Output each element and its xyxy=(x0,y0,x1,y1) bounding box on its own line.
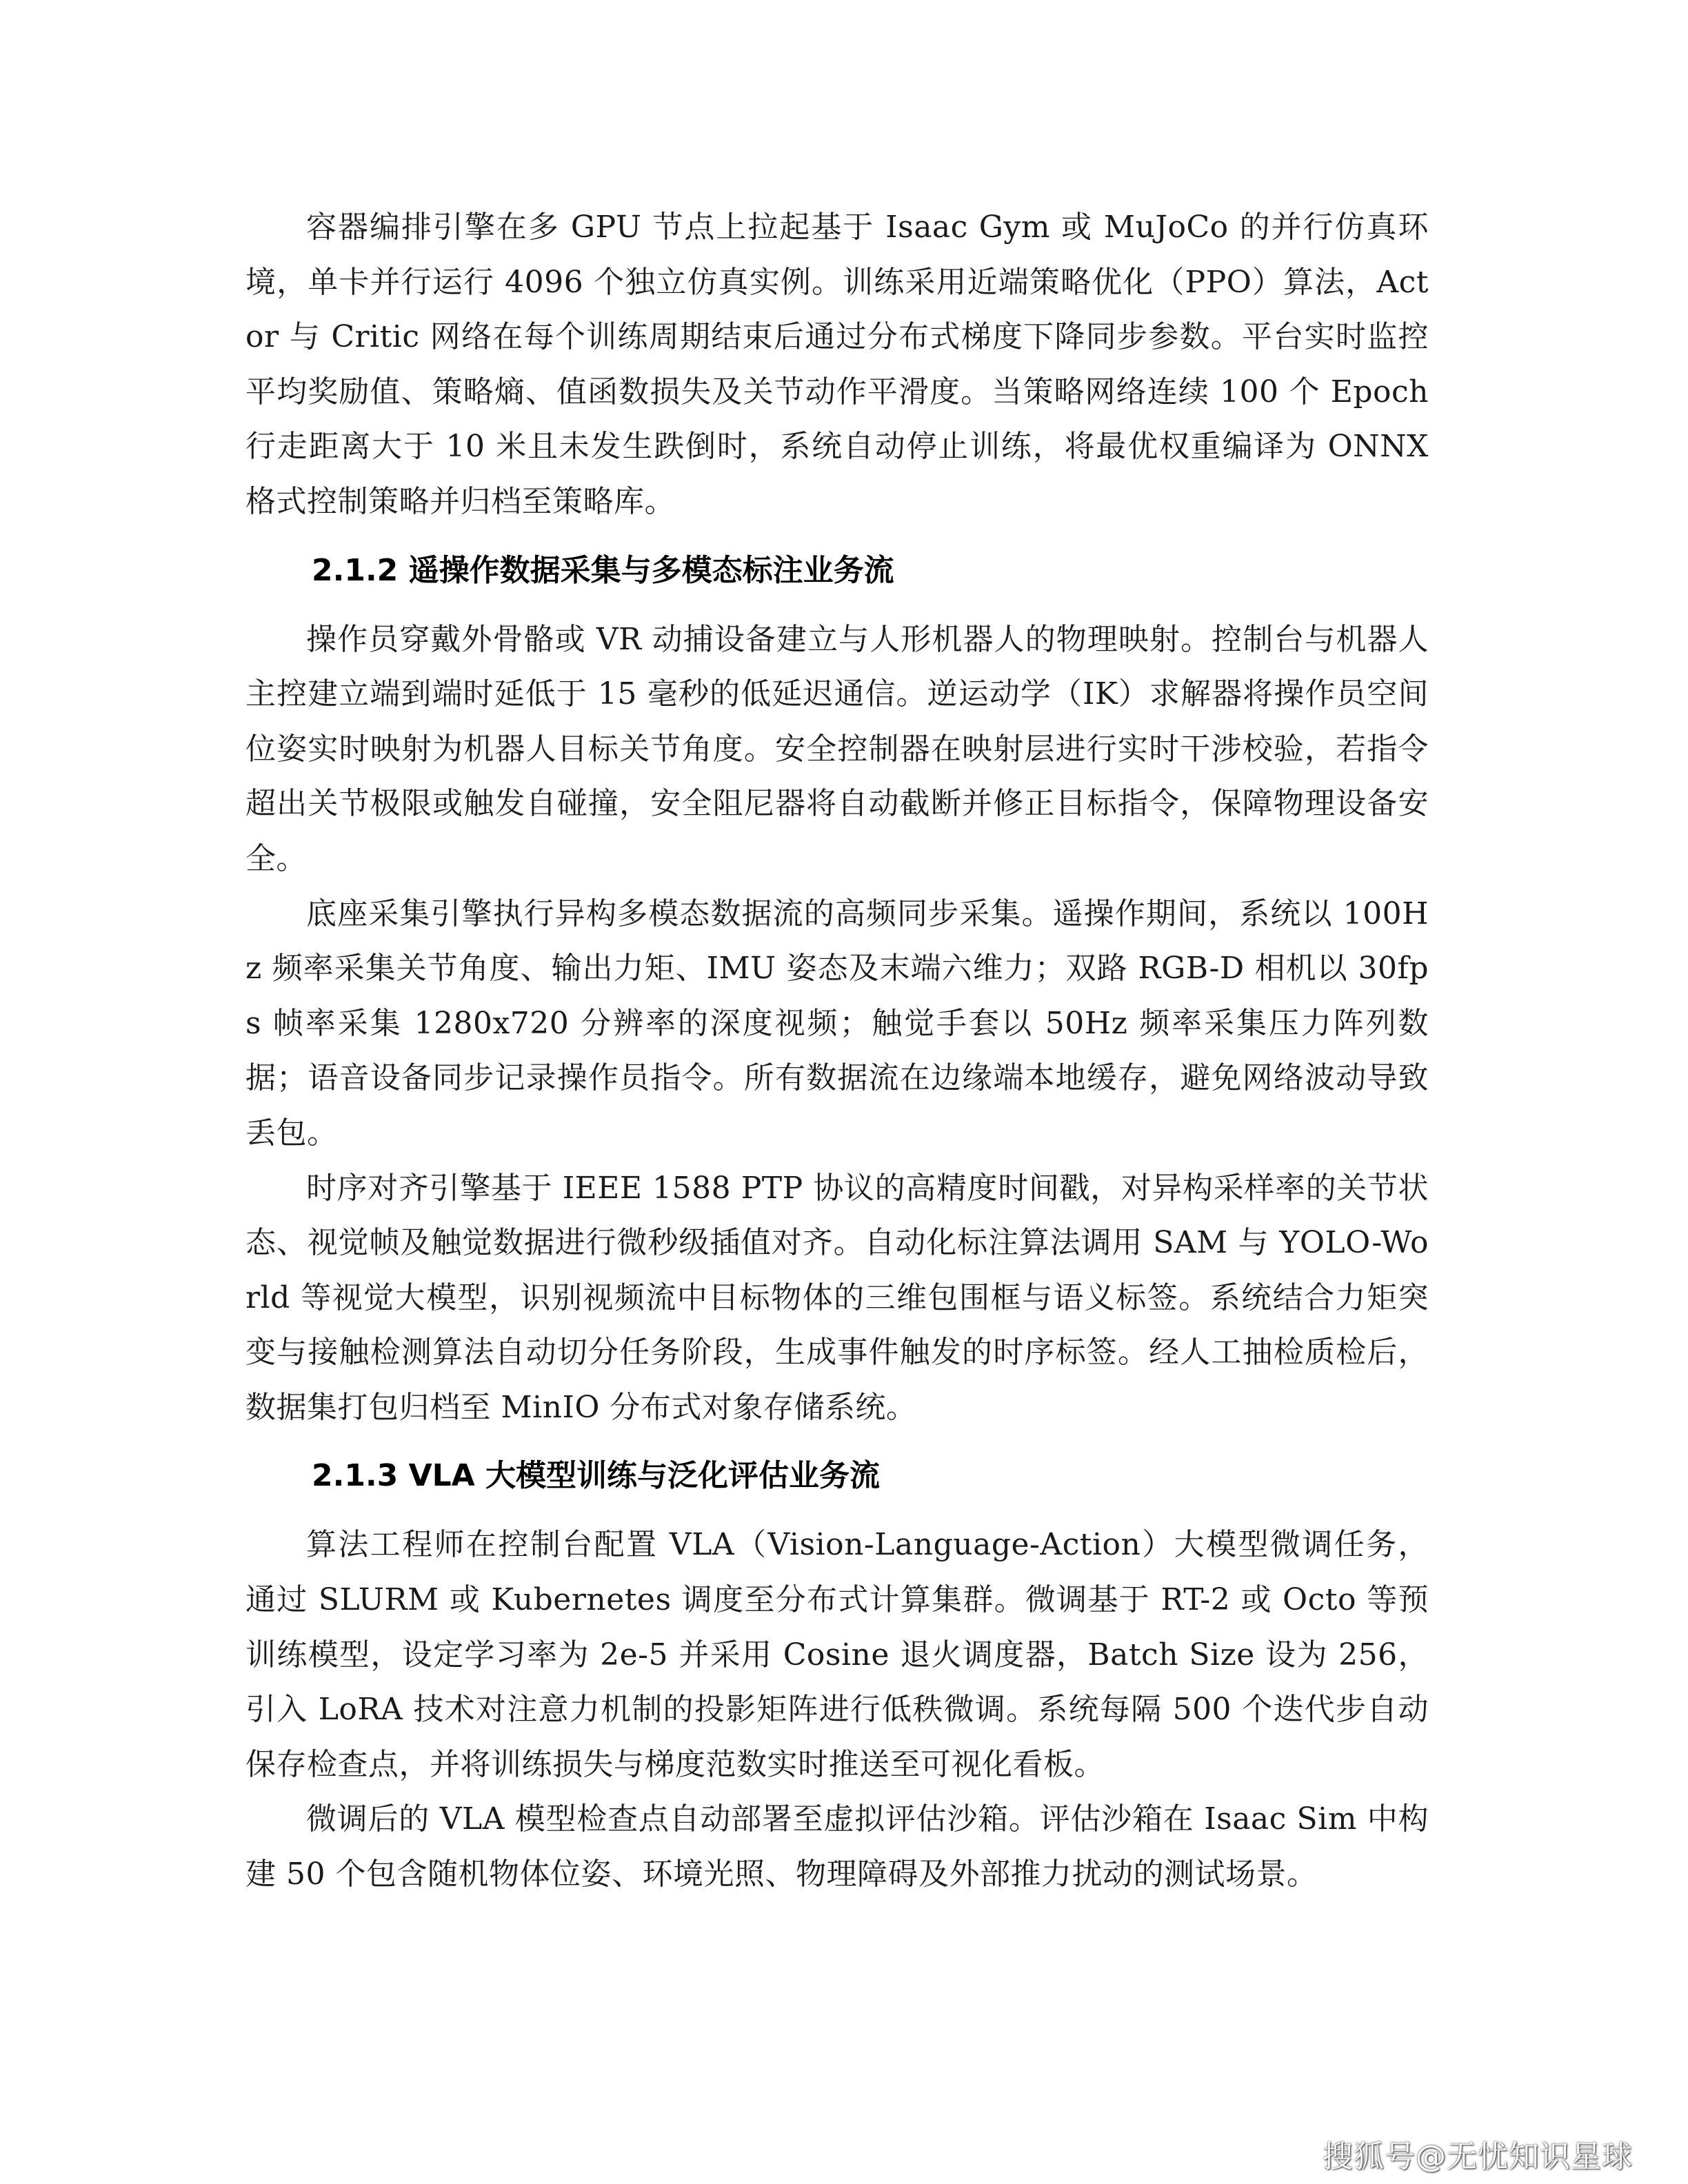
paragraph-teleop-mapping: 操作员穿戴外骨骼或 VR 动捕设备建立与人形机器人的物理映射。控制台与机器人主控建立端到端时延低于 15 毫秒的低延迟通信。逆运动学（IK）求解器将操作员空间位姿实时映射为机器人目标关节角度。安全控制器在映射层进行实时干涉校验，若指令超出关节极限或触发自碰撞，安全阻尼器将自动截断并修正目标指令，保障物理设备安全。 xyxy=(245,621,1429,876)
section-heading-2-1-3: 2.1.3 VLA 大模型训练与泛化评估业务流 xyxy=(312,1458,881,1494)
watermark-text: 搜狐号@无忧知识星球 xyxy=(1323,2139,1633,2174)
document-page xyxy=(245,200,1429,1902)
section-heading-2-1-2: 2.1.2 遥操作数据采集与多模态标注业务流 xyxy=(312,552,894,588)
paragraph-eval-sandbox: 微调后的 VLA 模型检查点自动部署至虚拟评估沙箱。评估沙箱在 Isaac Sim 中构建 50 个包含随机物体位姿、环境光照、物理障碍及外部推力扰动的测试场景。 xyxy=(245,1801,1429,1892)
paragraph-sim-training: 容器编排引擎在多 GPU 节点上拉起基于 Isaac Gym 或 MuJoCo 的并行仿真环境，单卡并行运行 4096 个独立仿真实例。训练采用近端策略优化（PPO）算法，Actor 与 Critic 网络在每个训练周期结束后通过分布式梯度下降同步参数。平台实时监控平均奖励值、策略熵、值函数损失及关节动作平滑度。当策略网络连续 100 个 Epoch 行走距离大于 10 米且未发生跌倒时，系统自动停止训练，将最优权重编译为 ONNX 格式控制策略并归档至策略库。 xyxy=(245,210,1429,519)
paragraph-multimodal-capture: 底座采集引擎执行异构多模态数据流的高频同步采集。遥操作期间，系统以 100Hz 频率采集关节角度、输出力矩、IMU 姿态及末端六维力；双路 RGB-D 相机以 30fps 帧率采集 1280x720 分辨率的深度视频；触觉手套以 50Hz 频率采集压力阵列数据；语音设备同步记录操作员指令。所有数据流在边缘端本地缓存，避免网络波动导致丢包。 xyxy=(245,896,1429,1151)
paragraph-time-alignment: 时序对齐引擎基于 IEEE 1588 PTP 协议的高精度时间戳，对异构采样率的关节状态、视觉帧及触觉数据进行微秒级插值对齐。自动化标注算法调用 SAM 与 YOLO-World 等视觉大模型，识别视频流中目标物体的三维包围框与语义标签。系统结合力矩突变与接触检测算法自动切分任务阶段，生成事件触发的时序标签。经人工抽检质检后，数据集打包归档至 MinIO 分布式对象存储系统。 xyxy=(245,1170,1429,1425)
paragraph-vla-finetune: 算法工程师在控制台配置 VLA（Vision-Language-Action）大模型微调任务，通过 SLURM 或 Kubernetes 调度至分布式计算集群。微调基于 RT-2 或 Octo 等预训练模型，设定学习率为 2e-5 并采用 Cosine 退火调度器，Batch Size 设为 256，引入 LoRA 技术对注意力机制的投影矩阵进行低秩微调。系统每隔 500 个迭代步自动保存检查点，并将训练损失与梯度范数实时推送至可视化看板。 xyxy=(245,1527,1429,1782)
